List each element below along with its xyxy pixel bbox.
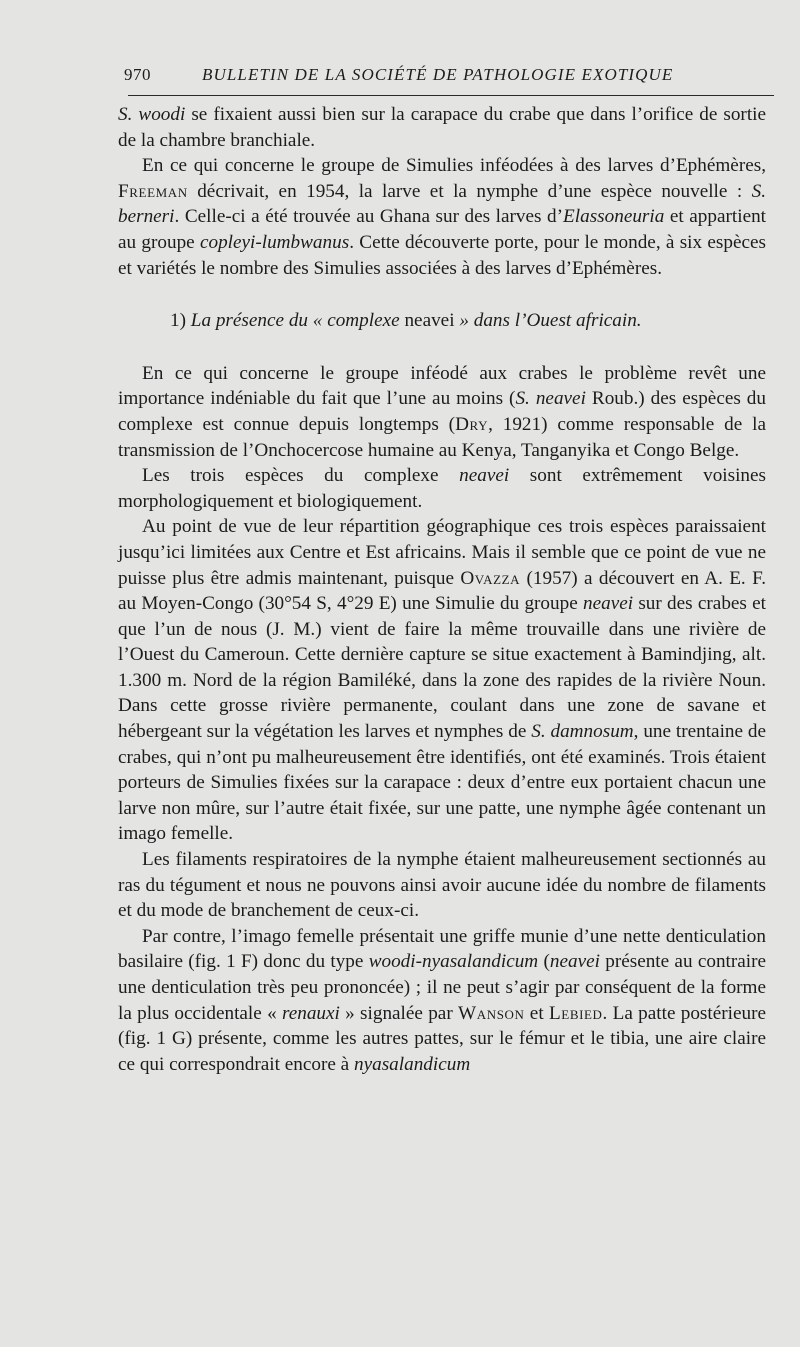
author-name: Lebied <box>548 1002 603 1024</box>
section-heading <box>118 308 766 334</box>
text-run: décrivait, en 1954, la larve et la nymphe d’une espèce nouvelle : <box>187 180 752 202</box>
section-title-part: » dans l’Ouest africain. <box>459 310 642 332</box>
text-run: sur des crabes et que l’un de nous (J. M.) vient de faire la même trouvaille dans une rivière de l’Ouest du Cameroun. Cette dernière capture se situe exactement à Bamindjing, alt. 1.300 m. Nord de la région Bamiléké, dans la zone des rapides de la rivière Noun. Dans cette grosse rivière permanente, coulant dans une zone de savane et hébergeant sur la végétation les larves et nymphes de <box>118 593 767 743</box>
author-name: Freeman <box>118 180 188 202</box>
text-run: présente au contraire une denticulation très peu prononcée) ; il ne peut s’agir par conséquent de la forme la plus occidentale « <box>118 951 767 1024</box>
text-run: et <box>524 1002 549 1024</box>
text-run: Les trois espèces du complexe <box>142 465 460 487</box>
text-run: Les filaments respiratoires de la nymphe étaient malheureusement sectionnés au ras du tégument et nous ne pouvons ainsi avoir aucune idée du nombre de filaments et du mode de branchement de ceux-ci. <box>118 849 766 922</box>
species-name: S. woodi <box>118 104 186 125</box>
species-name: S. neavei <box>515 388 586 410</box>
paragraph-1 <box>118 102 766 153</box>
species-name: S. berneri <box>118 180 766 228</box>
text-run: » signalée par <box>339 1002 459 1024</box>
paragraph-7 <box>118 924 766 1078</box>
paragraph-2 <box>118 153 766 281</box>
paragraph-6 <box>118 847 766 924</box>
text-run: , 1921) comme responsable de la transmission de l’Onchocercose humaine au Kenya, Tanganyika et Congo Belge. <box>118 413 766 461</box>
section-title-part: La présence du « complexe <box>190 310 400 332</box>
genus-name: Elassoneuria <box>563 206 665 228</box>
author-name: Ovazza <box>460 567 521 589</box>
group-name: copleyi-lumbwanus <box>199 231 350 253</box>
text-run: , une trentaine de crabes, qui n’ont pu malheureusement être identifiés, ont été examinés. Trois étaient porteurs de Simulies fixées sur la carapace : deux d’entre eux portaient chacun une larve non mûre, sur l’autre était fixée, sur une patte, une nymphe âgée contenant un imago femelle. <box>118 721 766 845</box>
species-name: neavei <box>459 465 510 487</box>
running-title: BULLETIN DE LA SOCIÉTÉ DE PATHOLOGIE EXOTIQUE <box>202 65 674 84</box>
header-rule <box>128 95 774 96</box>
section-number: 1) <box>170 310 191 332</box>
text-run: En ce qui concerne le groupe inféodé aux crabes le problème revêt une importance indéniable du fait que l’une au moins ( <box>118 362 766 410</box>
page-number: 970 <box>124 65 151 84</box>
species-name: neavei <box>583 593 634 615</box>
text-run: sont extrêmement voisines morphologiquement et biologiquement. <box>118 465 766 512</box>
text-run: (1957) a découvert en A. E. F. au Moyen-Congo (30°54 S, 4°29 E) une Simulie du groupe <box>118 567 767 615</box>
text-run: . Cette découverte porte, pour le monde, à six espèces et variétés le nombre des Simulies associées à des larves d’Ephémères. <box>118 231 766 279</box>
text-run: Au point de vue de leur répartition géographique ces trois espèces paraissaient jusqu’ici limitées aux Centre et Est africains. Mais il semble que ce point de vue ne puisse plus être admis maintenant, puisque <box>118 516 766 589</box>
text-run: ( <box>538 951 550 973</box>
section-title-part: neavei <box>399 310 460 332</box>
text-run: . La patte postérieure (fig. 1 G) présente, comme les autres pattes, sur le fémur et le tibia, une aire claire ce qui correspondrait encore à <box>118 1002 766 1075</box>
text-run: En ce qui concerne le groupe de Simulies inféodées à des larves d’Ephémères, <box>142 155 766 177</box>
text-run: et appartient au groupe <box>118 206 767 253</box>
paragraph-5 <box>118 514 766 847</box>
author-name: Wanson <box>458 1002 525 1024</box>
text-run: . Celle-ci a été trouvée au Ghana sur des larves d’ <box>174 206 564 228</box>
paragraph-3 <box>118 361 766 463</box>
text-run: Par contre, l’imago femelle présentait une griffe munie d’une nette denticulation basilaire (fig. 1 F) donc du type <box>118 925 766 973</box>
body-text <box>118 102 766 1077</box>
author-name: Dry <box>455 413 489 435</box>
species-name: renauxi <box>281 1002 340 1024</box>
paragraph-4 <box>118 463 766 514</box>
text-run: se fixaient aussi bien sur la carapace du crabe que dans l’orifice de sortie de la chambre branchiale. <box>118 104 766 151</box>
page-header <box>118 62 760 90</box>
text-run: Roub.) des espèces du complexe est connue depuis longtemps ( <box>118 388 766 435</box>
species-name: S. damnosum <box>531 721 634 743</box>
species-name: neavei <box>549 951 600 973</box>
species-name: nyasalandicum <box>354 1053 471 1075</box>
species-name: woodi-nyasalandicum <box>368 951 539 973</box>
